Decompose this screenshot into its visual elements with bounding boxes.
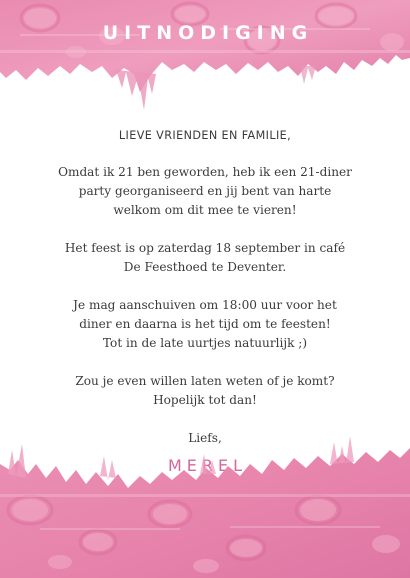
salutation: LIEVE VRIENDEN EN FAMILIE, bbox=[118, 129, 292, 142]
paragraph-line: welkom om dit mee te vieren! bbox=[113, 203, 297, 217]
paragraph-line: Het feest is op zaterdag 18 september in café bbox=[64, 241, 346, 255]
paragraph-reason bbox=[20, 163, 390, 220]
paragraph-date-location bbox=[20, 239, 390, 277]
paragraph-line: Omdat ik 21 ben geworden, heb ik een 21-diner bbox=[58, 165, 352, 179]
bottom-band-artwork bbox=[0, 430, 410, 578]
top-band-artwork bbox=[0, 0, 410, 118]
invitation-body bbox=[20, 126, 390, 475]
paragraph-line: party georganiseerd en jij bent van harte bbox=[78, 184, 332, 198]
paragraph-time bbox=[20, 296, 390, 353]
paragraph-line: diner en daarna is het tijd om te feesten! bbox=[79, 317, 331, 331]
paragraph-line: Tot in de late uurtjes natuurlijk ;) bbox=[102, 336, 308, 350]
paragraph-line: Hopelijk tot dan! bbox=[153, 393, 257, 407]
paragraph-line: Je mag aanschuiven om 18:00 uur voor het bbox=[73, 298, 337, 312]
paragraph-line: Zou je even willen laten weten of je komt? bbox=[75, 374, 335, 388]
bottom-pink-brush-band bbox=[0, 430, 410, 578]
paragraph-line: De Feesthoed te Deventer. bbox=[123, 260, 287, 274]
paragraph-rsvp bbox=[20, 372, 390, 410]
top-pink-brush-band bbox=[0, 0, 410, 118]
signature: MEREL bbox=[167, 456, 248, 475]
closing: Liefs, bbox=[188, 431, 222, 445]
invitation-heading: UITNODIGING bbox=[102, 22, 314, 44]
